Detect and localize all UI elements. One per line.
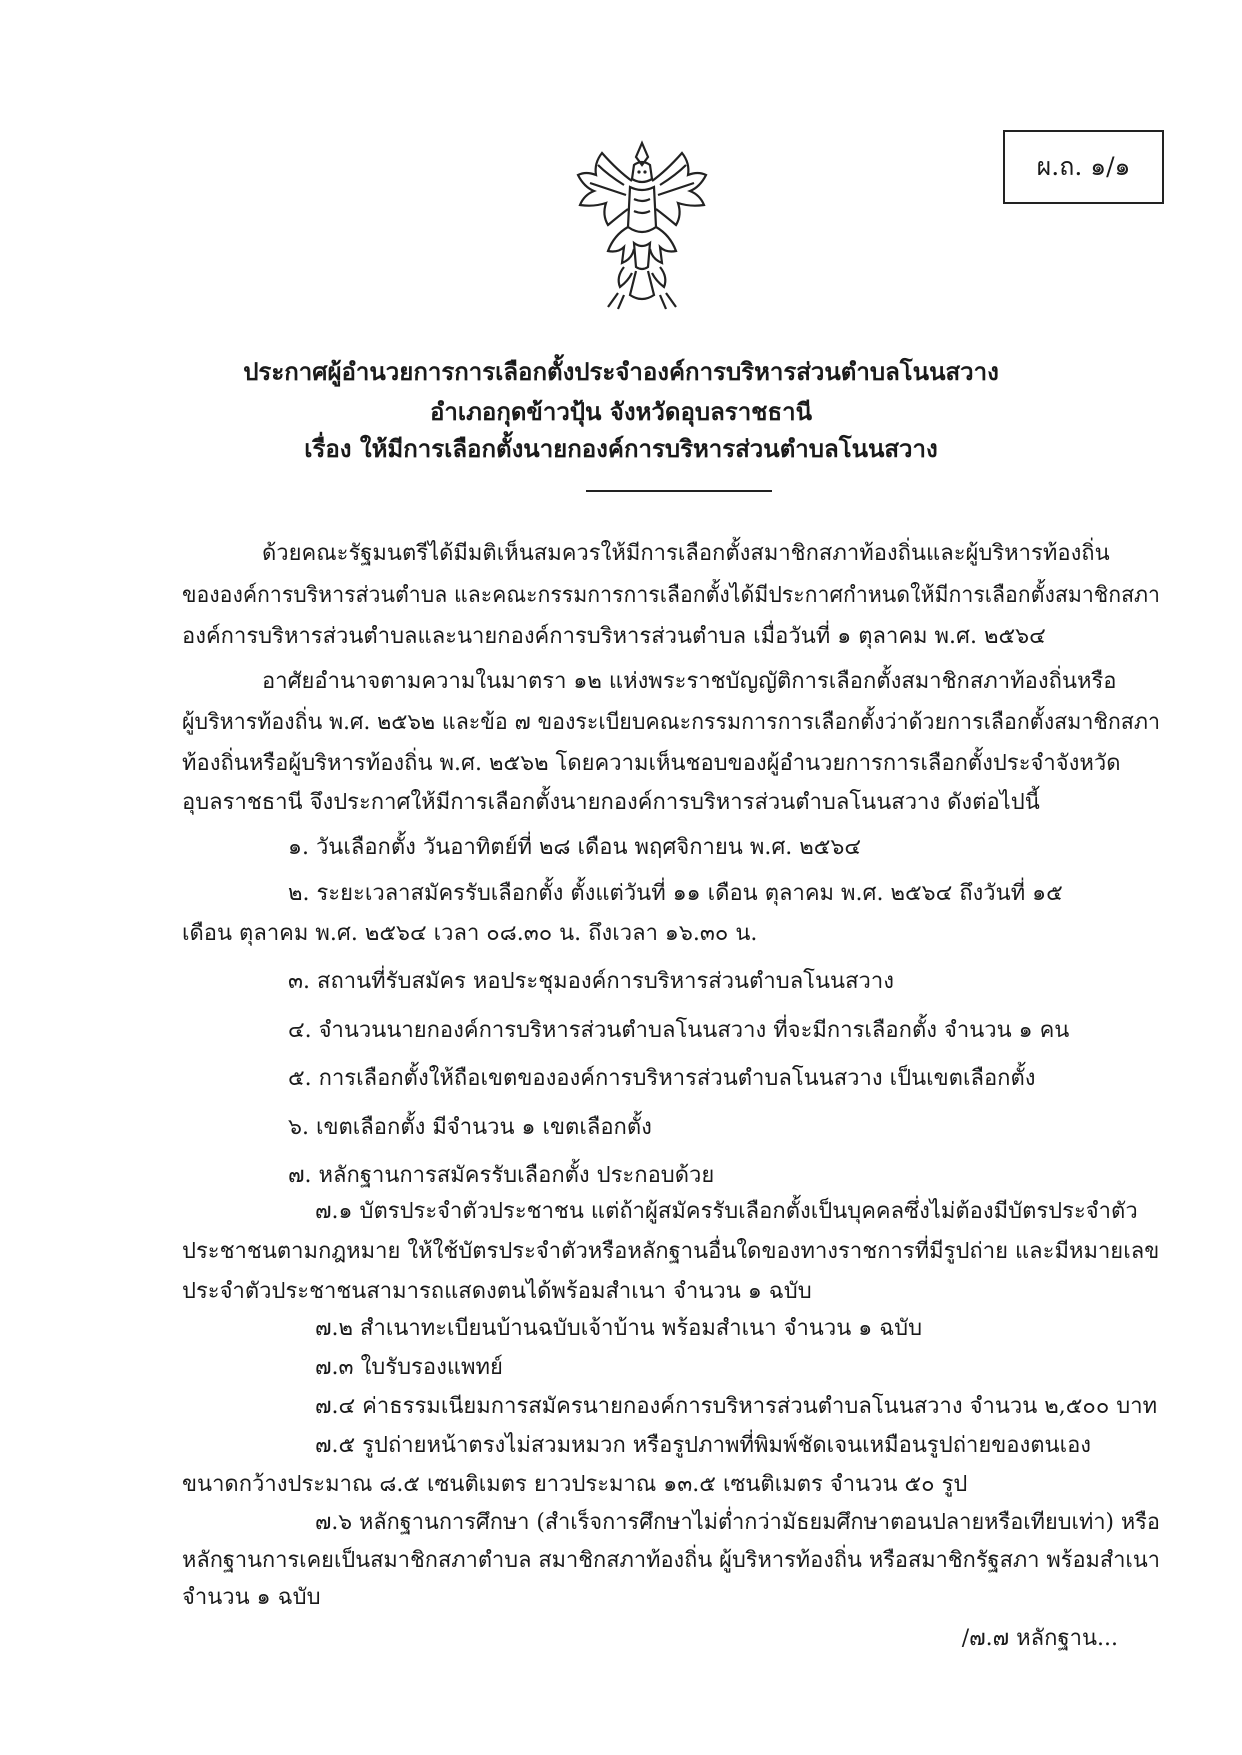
announcement-title: ประกาศผู้อำนวยการการเลือกตั้งประจำองค์การบริหารส่วนตำบลโนนสวาง (243, 357, 999, 386)
clause-2-cont: เดือน ตุลาคม พ.ศ. ๒๕๖๔ เวลา ๐๘.๓๐ น. ถึงเวลา ๑๖.๓๐ น. (182, 921, 758, 946)
body-line: ขององค์การบริหารส่วนตำบล และคณะกรรมการการเลือกตั้งได้มีประกาศกำหนดให้มีการเลือกตั้งสมาชิกสภา (182, 583, 1160, 608)
announcement-subject: เรื่อง ให้มีการเลือกตั้งนายกองค์การบริหารส่วนตำบลโนนสวาง (304, 434, 938, 463)
clause-7: ๗. หลักฐานการสมัครรับเลือกตั้ง ประกอบด้วย (288, 1163, 715, 1188)
clause-2: ๒. ระยะเวลาสมัครรับเลือกตั้ง ตั้งแต่วันที่ ๑๑ เดือน ตุลาคม พ.ศ. ๒๕๖๔ ถึงวันที่ ๑๕ (288, 881, 1063, 906)
clause-7-5: ๗.๕ รูปถ่ายหน้าตรงไม่สวมหมวก หรือรูปภาพที่พิมพ์ชัดเจนเหมือนรูปถ่ายของตนเอง (315, 1433, 1092, 1458)
clause-7-4: ๗.๔ ค่าธรรมเนียมการสมัครนายกองค์การบริหารส่วนตำบลโนนสวาง จำนวน ๒,๕๐๐ บาท (315, 1394, 1158, 1419)
clause-1: ๑. วันเลือกตั้ง วันอาทิตย์ที่ ๒๘ เดือน พฤศจิกายน พ.ศ. ๒๕๖๔ (288, 835, 862, 860)
clause-7-1-cont: ประจำตัวประชาชนสามารถแสดงตนได้พร้อมสำเนา จำนวน ๑ ฉบับ (182, 1279, 812, 1304)
body-line: อุบลราชธานี จึงประกาศให้มีการเลือกตั้งนายกองค์การบริหารส่วนตำบลโนนสวาง ดังต่อไปนี้ (182, 790, 1040, 815)
title-divider (586, 490, 772, 492)
body-line: ด้วยคณะรัฐมนตรีได้มีมติเห็นสมควรให้มีการเลือกตั้งสมาชิกสภาท้องถิ่นและผู้บริหารท้องถิ่น (262, 541, 1110, 566)
body-line: ผู้บริหารท้องถิ่น พ.ศ. ๒๕๖๒ และข้อ ๗ ของระเบียบคณะกรรมการการเลือกตั้งว่าด้วยการเลือกตั้งสมาชิกสภา (182, 710, 1160, 735)
clause-7-6-cont: จำนวน ๑ ฉบับ (182, 1585, 321, 1610)
body-line: อาศัยอำนาจตามความในมาตรา ๑๒ แห่งพระราชบัญญัติการเลือกตั้งสมาชิกสภาท้องถิ่นหรือ (262, 669, 1117, 694)
clause-7-6-cont: หลักฐานการเคยเป็นสมาชิกสภาตำบล สมาชิกสภาท้องถิ่น ผู้บริหารท้องถิ่น หรือสมาชิกรัฐสภา พร้อมสำเนา (182, 1548, 1160, 1573)
clause-3: ๓. สถานที่รับสมัคร หอประชุมองค์การบริหารส่วนตำบลโนนสวาง (288, 969, 894, 994)
clause-7-1-cont: ประชาชนตามกฎหมาย ให้ใช้บัตรประจำตัวหรือหลักฐานอื่นใดของทางราชการที่มีรูปถ่าย และมีหมายเลข (182, 1239, 1160, 1264)
clause-4: ๔. จำนวนนายกองค์การบริหารส่วนตำบลโนนสวาง ที่จะมีการเลือกตั้ง จำนวน ๑ คน (288, 1018, 1070, 1043)
body-line: ท้องถิ่นหรือผู้บริหารท้องถิ่น พ.ศ. ๒๕๖๒ โดยความเห็นชอบของผู้อำนวยการการเลือกตั้งประจำจังหวัด (182, 751, 1121, 776)
continuation-note: /๗.๗ หลักฐาน... (961, 1626, 1118, 1651)
form-code: ผ.ถ. ๑/๑ (1036, 152, 1131, 181)
announcement-location: อำเภอกุดข้าวปุ้น จังหวัดอุบลราชธานี (429, 397, 812, 426)
clause-7-3: ๗.๓ ใบรับรองแพทย์ (315, 1355, 503, 1380)
clause-7-1: ๗.๑ บัตรประจำตัวประชาชน แต่ถ้าผู้สมัครรับเลือกตั้งเป็นบุคคลซึ่งไม่ต้องมีบัตรประจำตัว (315, 1199, 1138, 1224)
clause-6: ๖. เขตเลือกตั้ง มีจำนวน ๑ เขตเลือกตั้ง (288, 1115, 652, 1140)
form-code-box (1003, 130, 1164, 204)
clause-7-5-cont: ขนาดกว้างประมาณ ๘.๕ เซนติเมตร ยาวประมาณ ๑๓.๕ เซนติเมตร จำนวน ๕๐ รูป (182, 1472, 968, 1497)
clause-5: ๕. การเลือกตั้งให้ถือเขตขององค์การบริหารส่วนตำบลโนนสวาง เป็นเขตเลือกตั้ง (288, 1066, 1036, 1091)
clause-7-2: ๗.๒ สำเนาทะเบียนบ้านฉบับเจ้าบ้าน พร้อมสำเนา จำนวน ๑ ฉบับ (315, 1316, 923, 1341)
garuda-emblem-icon (568, 135, 716, 315)
body-line: องค์การบริหารส่วนตำบลและนายกองค์การบริหารส่วนตำบล เมื่อวันที่ ๑ ตุลาคม พ.ศ. ๒๕๖๔ (182, 624, 1046, 649)
clause-7-6: ๗.๖ หลักฐานการศึกษา (สำเร็จการศึกษาไม่ต่ำกว่ามัธยมศึกษาตอนปลายหรือเทียบเท่า) หรือ (315, 1510, 1160, 1535)
